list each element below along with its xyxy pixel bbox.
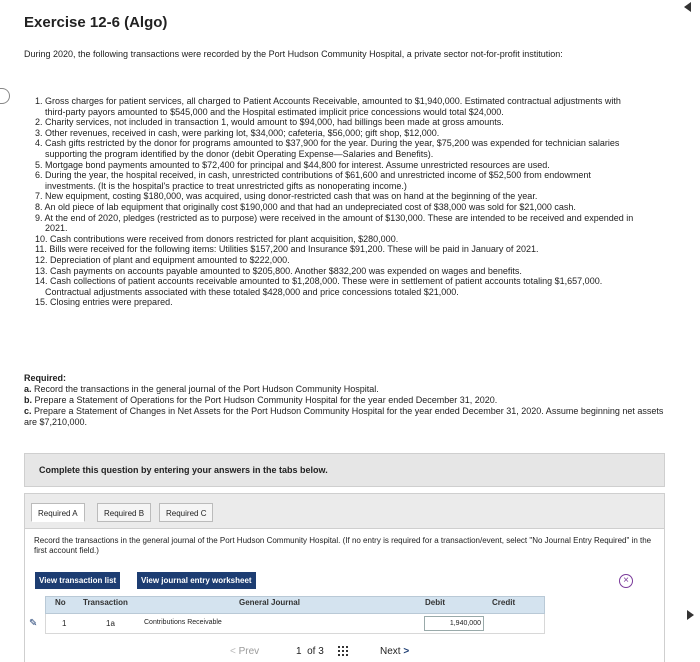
- col-debit: Debit: [425, 598, 445, 607]
- list-item: 9. At the end of 2020, pledges (restricted as to purpose) were received in the amount of $130,000. These are intended to be received and expended in 2021.: [35, 212, 634, 234]
- list-item: 6. During the year, the hospital received, in cash, unrestricted contributions of $61,600 and unrestricted income of $52,500 from endowment investments. (It is the hospital's practice to treat unrestricted gifts as nonoperating income.): [35, 170, 591, 191]
- list-item: 14. Cash collections of patient accounts receivable amounted to $1,208,000. These were in settlement of patient accounts totaling $1,657,000. Contractual adjustments associated with these totaled $428,000 and price concessions totaled $21,000.: [35, 276, 603, 297]
- page-indicator: 1 of 3: [296, 646, 324, 657]
- row-transaction: 1a: [106, 619, 115, 628]
- list-item: 2. Charity services, not included in transaction 1, would amount to $94,000, had billings been made at gross amounts.: [35, 117, 504, 128]
- col-no: No: [55, 598, 66, 607]
- answer-panel: [24, 493, 665, 662]
- grid-icon[interactable]: [338, 646, 350, 658]
- list-item: 10. Cash contributions were received from donors restricted for plant acquisition, $280,000.: [35, 233, 399, 244]
- list-item: 13. Cash payments on accounts payable amounted to $205,800. Another $832,200 was expended on wages and benefits.: [35, 265, 522, 276]
- list-item: 5. Mortgage bond payments amounted to $72,400 for principal and $44,800 for interest. Assume unrestricted resources are used.: [35, 159, 550, 170]
- scroll-left-arrow-icon[interactable]: [684, 2, 691, 12]
- complete-instructions: Complete this question by entering your answers in the tabs below.: [39, 465, 328, 475]
- scroll-right-arrow-icon[interactable]: [687, 610, 694, 620]
- close-icon[interactable]: ×: [619, 574, 633, 588]
- tab-required-a[interactable]: Required A: [31, 503, 85, 522]
- edit-pencil-icon[interactable]: ✎: [29, 618, 38, 629]
- list-item: 12. Depreciation of plant and equipment amounted to $222,000.: [35, 254, 290, 265]
- journal-instruction: Record the transactions in the general journal of the Port Hudson Community Hospital. (If no entry is required for a transaction/event, select "No Journal Entry Required" in the first account field.): [34, 536, 652, 555]
- view-journal-worksheet-button[interactable]: View journal entry worksheet: [137, 572, 256, 589]
- col-general-journal: General Journal: [239, 598, 300, 607]
- tab-required-c[interactable]: Required C: [159, 503, 213, 522]
- col-transaction: Transaction: [83, 598, 128, 607]
- required-a: a. Record the transactions in the general journal of the Port Hudson Community Hospital.: [24, 384, 379, 394]
- side-tab-handle[interactable]: [0, 88, 10, 104]
- list-item: 8. An old piece of lab equipment that originally cost $190,000 and that had an undepreciated cost of $38,000 was sold for $21,000 cash.: [35, 201, 576, 212]
- table-row: [45, 614, 545, 634]
- list-item: 4. Cash gifts restricted by the donor for programs amounted to $37,900 for the year. During the year, $75,200 was expended for technician salaries supporting the program identified by the donor (debit Operating Expense—Salaries and Benefits).: [35, 138, 620, 159]
- tab-bar: [25, 494, 664, 529]
- page-title: Exercise 12-6 (Algo): [24, 14, 168, 31]
- debit-field[interactable]: 1,940,000: [424, 616, 484, 631]
- credit-field[interactable]: [488, 616, 542, 631]
- list-item: 7. New equipment, costing $180,000, was acquired, using donor-restricted cash that was on hand at the beginning of the year.: [35, 191, 538, 202]
- view-transaction-list-button[interactable]: View transaction list: [35, 572, 120, 589]
- list-item: 1. Gross charges for patient services, all charged to Patient Accounts Receivable, amounted to $1,940,000. Estimated contractual adjustments with third-party payors amounted to $545,000 and the Hospital estimated implicit price concessions would total $24,000.: [35, 96, 621, 117]
- transaction-list: [28, 96, 640, 308]
- required-section: [24, 373, 664, 428]
- instructions-banner: [24, 453, 665, 487]
- prev-button[interactable]: < Prev: [230, 646, 260, 657]
- required-b: b. Prepare a Statement of Operations for the Port Hudson Community Hospital for the year ended December 31, 2020.: [24, 395, 498, 405]
- list-item: 15. Closing entries were prepared.: [35, 297, 173, 308]
- required-heading: Required:: [24, 373, 67, 383]
- list-item: 3. Other revenues, received in cash, were parking lot, $34,000; cafeteria, $56,000; gift shop, $12,000.: [35, 127, 440, 138]
- intro-text: During 2020, the following transactions were recorded by the Port Hudson Community Hospital, a private sector not-for-profit institution:: [24, 49, 563, 59]
- tab-required-b[interactable]: Required B: [97, 503, 151, 522]
- row-no: 1: [62, 619, 67, 628]
- col-credit: Credit: [492, 598, 516, 607]
- required-c: c. Prepare a Statement of Changes in Net Assets for the Port Hudson Community Hospital for the year ended December 31, 2020. Assume beginning net assets are $7,210,000.: [24, 406, 664, 427]
- list-item: 11. Bills were received for the following items: Utilities $157,200 and Insurance $91,200. These will be paid in January of 2021.: [35, 244, 539, 255]
- next-button[interactable]: Next >: [380, 646, 410, 657]
- account-field[interactable]: Contributions Receivable: [142, 616, 422, 631]
